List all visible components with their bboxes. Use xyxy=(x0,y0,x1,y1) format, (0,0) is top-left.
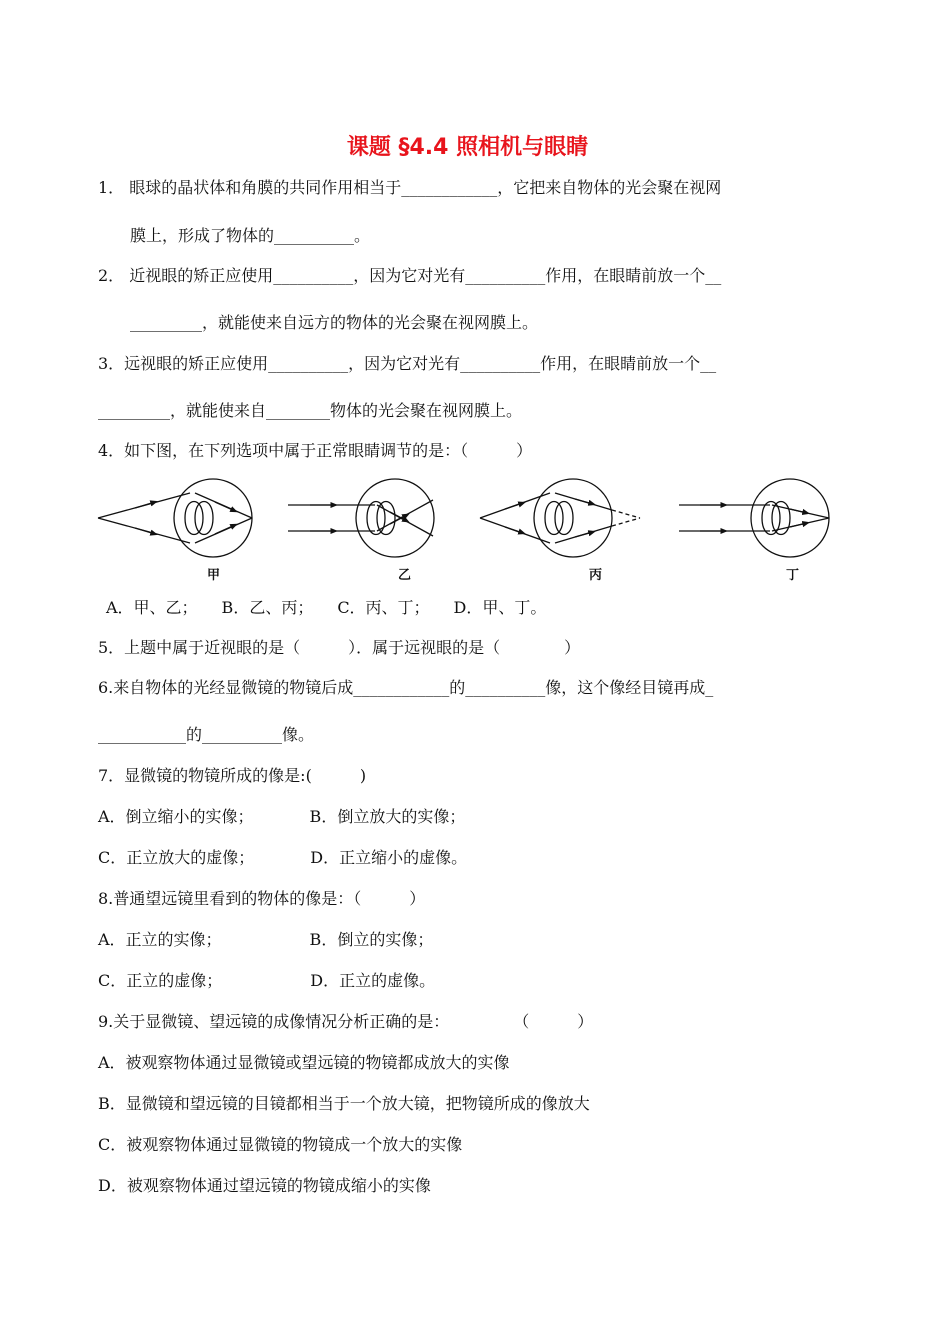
question-1-line-1: 1． 眼球的晶状体和角膜的共同作用相当于____________，它把来自物体的光会聚在视网 xyxy=(98,178,722,197)
question-8-options-cd: C．正立的虚像； D．正立的虚像。 xyxy=(98,971,436,990)
caption-ding: 丁 xyxy=(786,568,800,583)
question-4-options: A．甲、乙； B．乙、丙； C．丙、丁； D．甲、丁。 xyxy=(106,598,547,617)
question-3-line-1: 3．远视眼的矫正应使用__________，因为它对光有__________作用，在眼睛前放一个__ xyxy=(98,354,717,373)
page-title: 课题 §4.4 照相机与眼睛 xyxy=(346,135,589,160)
question-4-stem: 4．如下图，在下列选项中属于正常眼睛调节的是：（ ） xyxy=(98,441,533,460)
question-7-options-ab: A．倒立缩小的实像； B．倒立放大的实像； xyxy=(98,807,466,826)
question-2-line-1: 2． 近视眼的矫正应使用__________，因为它对光有__________作用，在眼睛前放一个__ xyxy=(98,266,722,285)
question-9-stem: 9.关于显微镜、望远镜的成像情况分析正确的是： （ ） xyxy=(98,1012,594,1031)
question-8-options-ab: A．正立的实像； B．倒立的实像； xyxy=(98,930,434,949)
eye-diagram-ding xyxy=(679,479,829,557)
question-8-stem: 8.普通望远镜里看到的物体的像是：（ ） xyxy=(98,889,426,908)
eye-diagram-bing xyxy=(480,479,640,557)
eye-diagram-jia xyxy=(98,479,252,557)
question-3-line-2: _________，就能使来自________物体的光会聚在视网膜上。 xyxy=(98,401,523,420)
question-9-option-a: A．被观察物体通过显微镜或望远镜的物镜都成放大的实像 xyxy=(98,1053,510,1072)
question-7-stem: 7．显微镜的物镜所成的像是:( ) xyxy=(98,766,367,785)
question-7-options-cd: C．正立放大的虚像； D．正立缩小的虚像。 xyxy=(98,848,468,867)
caption-jia: 甲 xyxy=(207,568,221,583)
question-9-option-b: B．显微镜和望远镜的目镜都相当于一个放大镜，把物镜所成的像放大 xyxy=(98,1094,590,1113)
question-9-option-c: C．被观察物体通过显微镜的物镜成一个放大的实像 xyxy=(98,1135,463,1154)
question-1-line-2: 膜上，形成了物体的__________。 xyxy=(130,226,371,245)
caption-yi: 乙 xyxy=(398,568,412,583)
eye-diagram-yi xyxy=(288,479,434,557)
caption-bing: 丙 xyxy=(589,568,603,583)
question-5: 5．上题中属于近视眼的是（ ）．属于远视眼的是（ ） xyxy=(98,638,581,657)
question-9-option-d: D．被观察物体通过望远镜的物镜成缩小的实像 xyxy=(98,1176,431,1195)
question-6-line-2: ___________的__________像。 xyxy=(98,725,315,744)
question-6-line-1: 6.来自物体的光经显微镜的物镜后成____________的__________像，这个像经目镜再成_ xyxy=(98,678,714,697)
question-2-line-2: _________，就能使来自远方的物体的光会聚在视网膜上。 xyxy=(130,313,539,332)
